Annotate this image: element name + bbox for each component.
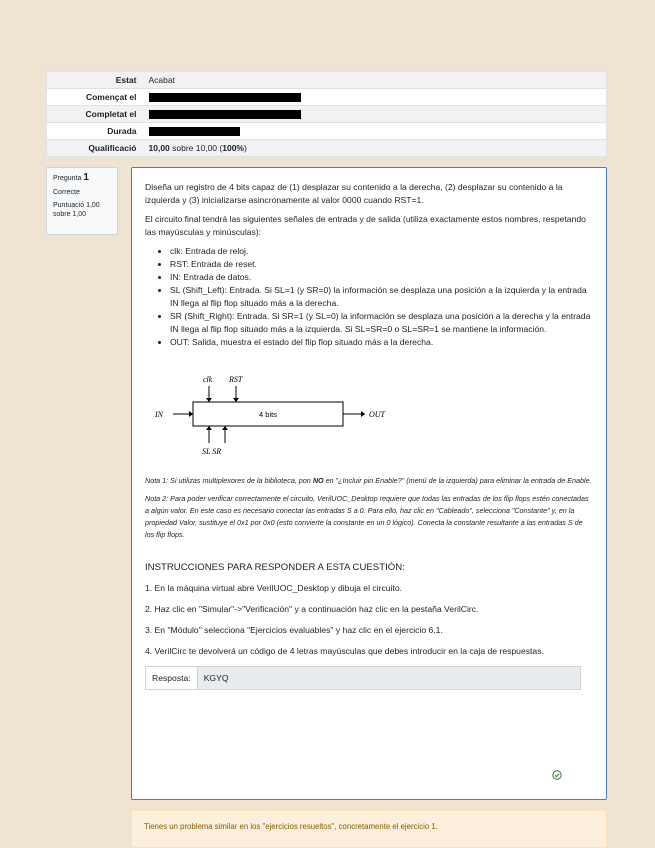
question-info (46, 167, 118, 235)
state-label: Estat (47, 72, 143, 89)
instruction-step: 4. VerilCirc te devolverá un código de 4 letras mayúsculas que debes introducir en la caja de respuestas. (145, 646, 544, 656)
list-item: • RST: Entrada de reset. (170, 258, 593, 271)
summary-row-state (47, 72, 607, 89)
list-item: • OUT: Salida, muestra el estado del flip flop situado más a la derecha. (170, 336, 593, 349)
redacted-completed (149, 110, 301, 119)
answer-input[interactable] (198, 667, 580, 689)
redacted-started (149, 93, 301, 102)
attempt-summary-table (46, 71, 607, 157)
instructions-title: INSTRUCCIONES PARA RESPONDER A ESTA CUESTIÓN: (145, 562, 405, 573)
summary-row-duration (47, 123, 607, 140)
question-content (131, 167, 607, 800)
out-label: OUT (369, 410, 386, 419)
answer-row (145, 666, 581, 690)
instruction-step: 2. Haz clic en "Simular"->"Verificación" y a continuación haz clic en la pestaña VerilCirc. (145, 604, 479, 614)
list-item: • clk: Entrada de reloj. (170, 245, 593, 258)
grade-value: 10,00 sobre 10,00 (100%) (143, 140, 607, 157)
in-label: IN (155, 410, 163, 419)
correct-check-icon (552, 770, 562, 784)
completed-label: Completat el (47, 106, 143, 123)
instruction-step: 3. En "Módulo" selecciona "Ejercicios evaluables" y haz clic en el ejercicio 6.1. (145, 625, 443, 635)
instructions-steps (145, 582, 593, 658)
sl-sr-label: SL SR (202, 447, 222, 456)
question-score: Puntuació 1,00 sobre 1,00 (53, 202, 100, 218)
note-2: Nota 2: Para poder verificar correctamente el circuito, VerilUOC_Desktop requiere que todas las entradas de los flip flops estén conectadas a algún valor. En este caso es necesario conectar las entradas S a 0. Para ello, haz clic en "Cableado", selecciona "Constante" y, en la propiedad Valor, sustituye el 0x1 por 0x0 (esto convierte la constante en un 0 lógico). Conecta la constante resultante a las entradas S de los flip flops. (145, 494, 589, 539)
block-diagram-svg (145, 367, 405, 467)
question-number: Pregunta 1 (53, 172, 89, 183)
answer-label: Resposta: (146, 667, 198, 689)
note-1: Nota 1: Si utilizas multiplexores de la biblioteca, pon NO en "¿Incluir pin Enable?" (menú de la izquierda) para eliminar la entrada de Enable. (145, 476, 592, 485)
grade-label: Qualificació (47, 140, 143, 157)
register-diagram (145, 367, 593, 467)
duration-label: Durada (47, 123, 143, 140)
list-item: • SL (Shift_Left): Entrada. Si SL=1 (y SR=0) la información se desplaza una posición a la izquierda y la entrada IN llega al flip flop situado más a la derecha. (170, 284, 593, 310)
register-box-label: 4 bits (259, 410, 277, 419)
feedback-box: Tienes un problema similar en los "ejercicios resueltos", concretamente el ejercicio 1. (131, 810, 607, 848)
signal-list (170, 245, 593, 349)
state-value: Acabat (143, 72, 607, 89)
clk-label: clk (203, 375, 213, 384)
started-label: Començat el (47, 89, 143, 106)
rst-label: RST (229, 375, 243, 384)
summary-row-grade (47, 140, 607, 157)
list-item: • SR (Shift_Right): Entrada. Si SR=1 (y SL=0) la información se desplaza una posición a la derecha y la entrada IN llega al flip flop situado más a la izquierda. Si SL=SR=0 o SL=SR=1 se mantiene la información. (170, 310, 593, 336)
summary-row-completed (47, 106, 607, 123)
question-intro-2: El circuito final tendrá las siguientes señales de entrada y de salida (utiliza exactamente estos nombres, respetando las mayúsculas y minúsculas): (145, 214, 586, 237)
summary-row-started (47, 89, 607, 106)
list-item: • IN: Entrada de datos. (170, 271, 593, 284)
question-status: Correcte (53, 189, 80, 196)
question-intro-1: Diseña un registro de 4 bits capaz de (1) desplazar su contenido a la derecha, (2) desplazar su contenido a la izquierda y (3) inicializarse asincronamente al valor 0000 cuando RST=1. (145, 182, 563, 205)
redacted-duration (149, 127, 240, 136)
instruction-step: 1. En la máquina virtual abre VerilUOC_Desktop y dibuja el circuito. (145, 583, 402, 593)
